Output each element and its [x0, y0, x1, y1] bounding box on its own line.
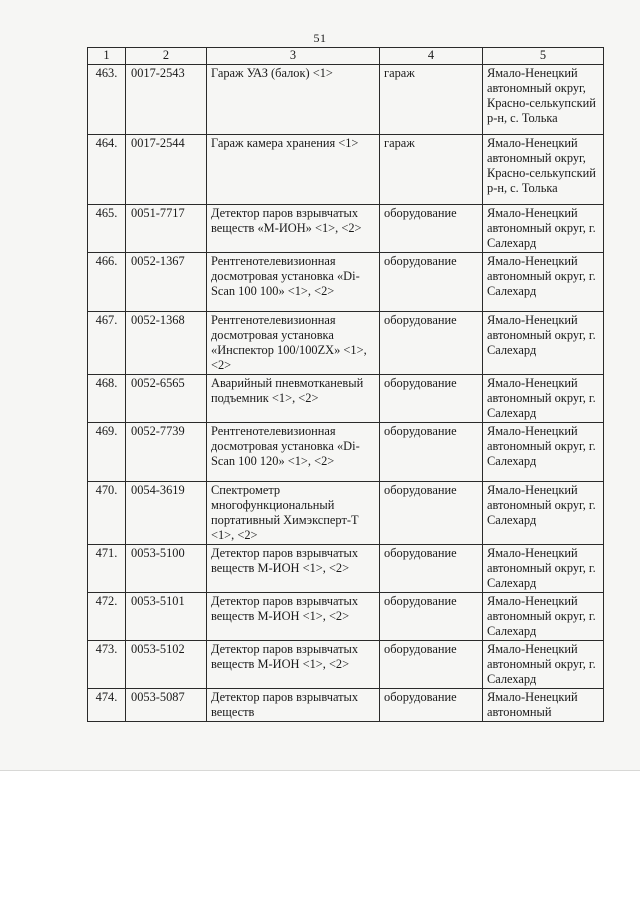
object-type-cell: оборудование — [380, 312, 483, 375]
object-type-cell: оборудование — [380, 545, 483, 593]
object-name-cell: Детектор паров взрывчатых веществ «М-ИОН» <1>, <2> — [207, 205, 380, 253]
inventory-code-cell: 0052-7739 — [126, 423, 207, 482]
object-name-cell: Спектрометр многофункциональный портативный Химэксперт-Т <1>, <2> — [207, 482, 380, 545]
page-number: 51 — [313, 31, 327, 45]
row-number-cell: 472. — [88, 593, 126, 641]
header-col-4: 4 — [380, 48, 483, 65]
inventory-code-cell: 0051-7717 — [126, 205, 207, 253]
object-type-cell: оборудование — [380, 253, 483, 312]
row-number-cell: 469. — [88, 423, 126, 482]
object-name-cell: Детектор паров взрывчатых веществ М-ИОН <1>, <2> — [207, 641, 380, 689]
location-cell: Ямало-Ненецкий автономный округ, г. Салехард — [483, 205, 604, 253]
table-row — [88, 641, 604, 689]
location-cell: Ямало-Ненецкий автономный округ, г. Салехард — [483, 545, 604, 593]
row-number-cell: 474. — [88, 689, 126, 722]
location-cell: Ямало-Ненецкий автономный округ, Красно-селькупский р-н, с. Толька — [483, 135, 604, 205]
location-cell: Ямало-Ненецкий автономный округ, г. Салехард — [483, 593, 604, 641]
table-row — [88, 375, 604, 423]
object-type-cell: оборудование — [380, 689, 483, 722]
table-row — [88, 135, 604, 205]
row-number-cell: 471. — [88, 545, 126, 593]
row-number-cell: 470. — [88, 482, 126, 545]
table-row — [88, 689, 604, 722]
row-number-cell: 466. — [88, 253, 126, 312]
object-type-cell: гараж — [380, 135, 483, 205]
table-row — [88, 65, 604, 135]
object-name-cell: Рентгенотелевизионная досмотровая установка «Инспектор 100/100ZX» <1>, <2> — [207, 312, 380, 375]
table-row — [88, 312, 604, 375]
object-name-cell: Рентгенотелевизионная досмотровая установка «Di-Scan 100 120» <1>, <2> — [207, 423, 380, 482]
object-type-cell: оборудование — [380, 593, 483, 641]
location-cell: Ямало-Ненецкий автономный — [483, 689, 604, 722]
table-row — [88, 423, 604, 482]
location-cell: Ямало-Ненецкий автономный округ, г. Салехард — [483, 641, 604, 689]
inventory-code-cell: 0052-1367 — [126, 253, 207, 312]
table-row — [88, 482, 604, 545]
location-cell: Ямало-Ненецкий автономный округ, Красно-селькупский р-н, с. Толька — [483, 65, 604, 135]
row-number-cell: 464. — [88, 135, 126, 205]
object-name-cell: Детектор паров взрывчатых веществ — [207, 689, 380, 722]
location-cell: Ямало-Ненецкий автономный округ, г. Салехард — [483, 253, 604, 312]
table-row — [88, 205, 604, 253]
row-number-cell: 468. — [88, 375, 126, 423]
object-name-cell: Гараж УАЗ (балок) <1> — [207, 65, 380, 135]
inventory-code-cell: 0054-3619 — [126, 482, 207, 545]
row-number-cell: 463. — [88, 65, 126, 135]
inventory-code-cell: 0052-1368 — [126, 312, 207, 375]
object-name-cell: Аварийный пневмотканевый подъемник <1>, <2> — [207, 375, 380, 423]
inventory-code-cell: 0017-2543 — [126, 65, 207, 135]
table-row — [88, 545, 604, 593]
object-type-cell: оборудование — [380, 375, 483, 423]
object-name-cell: Детектор паров взрывчатых веществ М-ИОН <1>, <2> — [207, 593, 380, 641]
object-type-cell: гараж — [380, 65, 483, 135]
inventory-code-cell: 0053-5102 — [126, 641, 207, 689]
header-col-3: 3 — [207, 48, 380, 65]
header-col-5: 5 — [483, 48, 604, 65]
object-name-cell: Детектор паров взрывчатых веществ М-ИОН <1>, <2> — [207, 545, 380, 593]
table-row — [88, 253, 604, 312]
header-col-1: 1 — [88, 48, 126, 65]
object-type-cell: оборудование — [380, 205, 483, 253]
object-name-cell: Гараж камера хранения <1> — [207, 135, 380, 205]
blank-margin — [0, 771, 640, 905]
location-cell: Ямало-Ненецкий автономный округ, г. Салехард — [483, 375, 604, 423]
inventory-code-cell: 0053-5087 — [126, 689, 207, 722]
table-header-row — [88, 48, 604, 65]
location-cell: Ямало-Ненецкий автономный округ, г. Салехард — [483, 423, 604, 482]
inventory-code-cell: 0052-6565 — [126, 375, 207, 423]
inventory-code-cell: 0053-5100 — [126, 545, 207, 593]
table-row — [88, 593, 604, 641]
location-cell: Ямало-Ненецкий автономный округ, г. Салехард — [483, 312, 604, 375]
object-name-cell: Рентгенотелевизионная досмотровая установка «Di-Scan 100 100» <1>, <2> — [207, 253, 380, 312]
row-number-cell: 467. — [88, 312, 126, 375]
row-number-cell: 465. — [88, 205, 126, 253]
header-col-2: 2 — [126, 48, 207, 65]
inventory-code-cell: 0017-2544 — [126, 135, 207, 205]
object-type-cell: оборудование — [380, 482, 483, 545]
location-cell: Ямало-Ненецкий автономный округ, г. Салехард — [483, 482, 604, 545]
row-number-cell: 473. — [88, 641, 126, 689]
object-type-cell: оборудование — [380, 423, 483, 482]
property-registry-table — [87, 47, 604, 722]
object-type-cell: оборудование — [380, 641, 483, 689]
inventory-code-cell: 0053-5101 — [126, 593, 207, 641]
